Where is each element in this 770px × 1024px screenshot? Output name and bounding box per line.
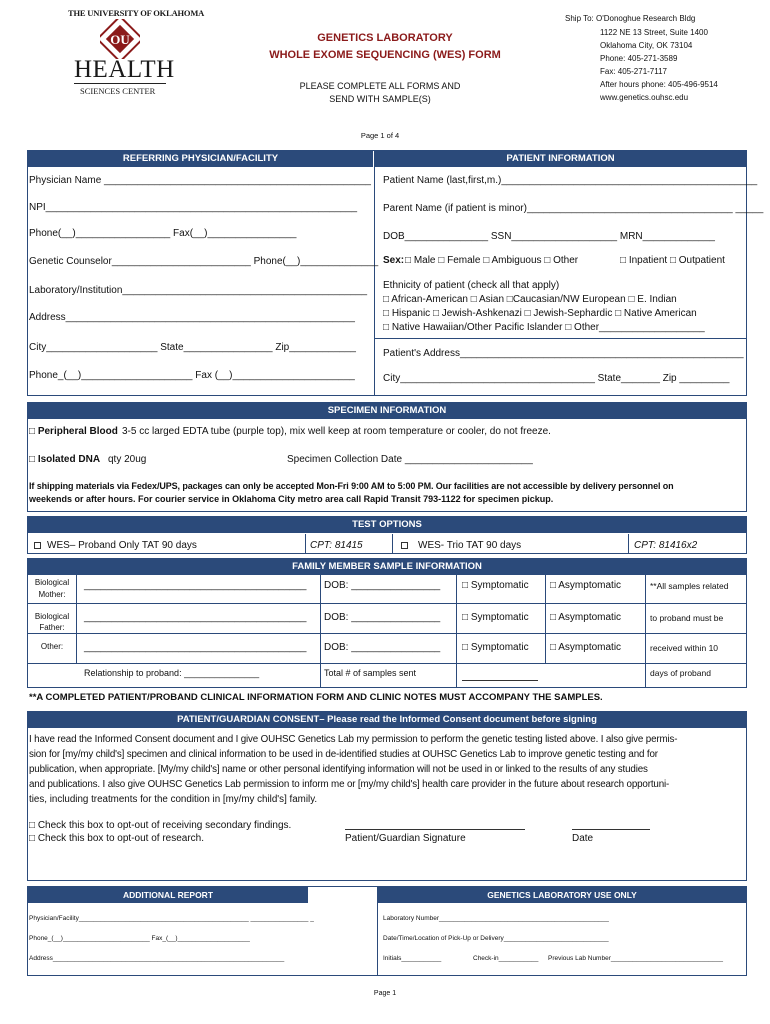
wes-trio-label: WES- Trio TAT 90 days <box>418 540 522 551</box>
physician-phone2-field[interactable]: Phone_(__)____________________ Fax (__)______________________ <box>29 370 355 381</box>
clinical-info-note: **A COMPLETED PATIENT/PROBAND CLINICAL INFORMATION FORM AND CLINIC NOTES MUST ACCOMPANY THE SAMPLES. <box>29 692 603 703</box>
mother-dob-field[interactable]: DOB: ________________ <box>324 580 441 591</box>
additional-phone-fax-field[interactable]: Phone_(__)________________________ Fax_(__)____________________ <box>29 935 250 942</box>
physician-phone-fax-field[interactable]: Phone(__)_________________ Fax(__)________________ <box>29 228 297 239</box>
family-row-label: Mother: <box>38 590 66 599</box>
ship-to-website: www.genetics.ouhsc.edu <box>600 93 689 102</box>
consent-heading: PATIENT/GUARDIAN CONSENT– Please read the Informed Consent document before signing <box>28 712 746 728</box>
father-symptomatic-checkbox[interactable]: □ Symptomatic <box>462 612 529 623</box>
ethnicity-label: Ethnicity of patient (check all that apply) <box>383 280 560 291</box>
info-section <box>27 150 747 396</box>
logo-sciences-center: SCIENCES CENTER <box>80 86 156 96</box>
lab-number-field[interactable]: Laboratory Number_______________________________________________ <box>383 915 609 922</box>
patient-address-field[interactable]: Patient's Address___________________________________________________ <box>383 348 744 359</box>
father-name-field[interactable]: ________________________________________ <box>84 612 307 623</box>
laboratory-field[interactable]: Laboratory/Institution____________________________________________ <box>29 285 368 296</box>
isolated-dna-checkbox[interactable]: □ Isolated DNA <box>29 454 101 465</box>
form-title-line1: GENETICS LABORATORY <box>317 32 453 44</box>
patient-status-options[interactable]: □ Inpatient □ Outpatient <box>620 255 725 266</box>
family-heading: FAMILY MEMBER SAMPLE INFORMATION <box>28 559 746 575</box>
ship-to-line2: 1122 NE 13 Street, Suite 1400 <box>600 28 708 37</box>
other-dob-field[interactable]: DOB: ________________ <box>324 642 441 653</box>
samples-note-3: received within 10 <box>650 643 719 653</box>
ship-to-phone: Phone: 405-271-3589 <box>600 54 678 63</box>
cpt-proband: CPT: 81415 <box>310 540 363 551</box>
consent-text-4: and publications. I also give OUHSC Genetics Lab permission to inform me or [my/my child's] health care provider in the future about research opportuni- <box>29 779 670 790</box>
ou-seal-icon <box>100 19 140 59</box>
father-dob-field[interactable]: DOB: ________________ <box>324 612 441 623</box>
ship-to-fax: Fax: 405-271-7117 <box>600 67 668 76</box>
dna-quantity: qty 20ug <box>108 454 147 465</box>
opt-out-research-checkbox[interactable]: □ Check this box to opt-out of research. <box>29 833 205 844</box>
ship-to-afterhours: After hours phone: 405-496-9514 <box>600 80 718 89</box>
wes-proband-checkbox[interactable] <box>34 542 41 549</box>
university-name: THE UNIVERSITY OF OKLAHOMA <box>68 8 205 18</box>
initials-field[interactable]: Initials___________ <box>383 955 442 962</box>
ship-to-line1: Ship To: O'Donoghue Research Bldg <box>565 14 696 23</box>
patient-name-field[interactable]: Patient Name (last,first,m.)______________________________________________ <box>383 175 758 186</box>
consent-text-2: sion for [my/my child's] specimen and clinical information to be used in de-identified studies at OUHSC Genetics Lab to improve genetic testing and for <box>29 749 658 760</box>
shipping-note-line2: weekends or after hours. For courier service in Oklahoma City metro area call Rapid Transit 793-1122 for specimen pickup. <box>29 494 554 504</box>
additional-report-heading: ADDITIONAL REPORT <box>28 887 308 903</box>
patient-heading: PATIENT INFORMATION <box>375 151 746 167</box>
samples-note-2: to proband must be <box>650 613 724 623</box>
wes-proband-label: WES– Proband Only TAT 90 days <box>47 540 197 551</box>
shipping-note-line1: If shipping materials via Fedex/UPS, packages can only be accepted Mon-Fri 9:00 AM to 5:00 PM. Our facilities are not accessible by delivery personnel on <box>29 481 674 491</box>
father-asymptomatic-checkbox[interactable]: □ Asymptomatic <box>550 612 622 623</box>
date-label: Date <box>572 833 594 844</box>
ethnicity-options-2[interactable]: □ Hispanic □ Jewish-Ashkenazi □ Jewish-Sephardic □ Native American <box>383 308 697 319</box>
family-row-label: Father: <box>39 623 65 632</box>
npi-field[interactable]: NPI________________________________________________________ <box>29 202 358 213</box>
wes-trio-checkbox[interactable] <box>401 542 408 549</box>
consent-text-3: publication, when appropriate. [My/my child's] name or other personal identifying information will not be used in or linked to the results of any studies <box>29 764 648 775</box>
collection-date-field[interactable]: Specimen Collection Date _______________________ <box>287 454 533 465</box>
mother-asymptomatic-checkbox[interactable]: □ Asymptomatic <box>550 580 622 591</box>
other-name-field[interactable]: ________________________________________ <box>84 642 307 653</box>
instructions-line2: SEND WITH SAMPLE(S) <box>329 94 431 104</box>
other-symptomatic-checkbox[interactable]: □ Symptomatic <box>462 642 529 653</box>
samples-note-4: days of proband <box>650 668 711 678</box>
genetic-counselor-field[interactable]: Genetic Counselor_________________________ Phone(__)______________ <box>29 256 379 267</box>
physician-address-field[interactable]: Address____________________________________________________ <box>29 312 355 323</box>
cpt-trio: CPT: 81416x2 <box>634 540 698 551</box>
specimen-heading: SPECIMEN INFORMATION <box>28 403 746 419</box>
mother-symptomatic-checkbox[interactable]: □ Symptomatic <box>462 580 529 591</box>
physician-name-field[interactable]: Physician Name ________________________________________________ <box>29 175 371 186</box>
physician-city-field[interactable]: City____________________ State________________ Zip____________ <box>29 342 356 353</box>
ouhsc-logo <box>64 8 205 100</box>
instructions-line1: PLEASE COMPLETE ALL FORMS AND <box>299 81 461 91</box>
mother-name-field[interactable]: ________________________________________ <box>84 580 307 591</box>
ship-to-line3: Oklahoma City, OK 73104 <box>600 41 693 50</box>
physician-heading: REFERRING PHYSICIAN/FACILITY <box>28 151 373 167</box>
samples-note-1: **All samples related <box>650 581 729 591</box>
additional-address-field[interactable]: Address________________________________________________________________ <box>29 955 285 962</box>
family-row-label: Other: <box>40 642 64 651</box>
test-options-heading: TEST OPTIONS <box>28 517 746 533</box>
sex-label: Sex: <box>383 255 405 266</box>
page-of: Page 1 of 4 <box>360 131 400 140</box>
parent-name-field[interactable]: Parent Name (if patient is minor)_____________________________________ _____ <box>383 203 764 214</box>
ethnicity-options-1[interactable]: □ African-American □ Asian □Caucasian/NW European □ E. Indian <box>383 294 677 305</box>
family-row-label: Biological <box>34 612 70 621</box>
consent-text-5: ties, including treatments for the condition in [my/my child's] family. <box>29 794 318 805</box>
logo-health: HEALTH <box>74 56 175 83</box>
peripheral-blood-checkbox[interactable]: □ Peripheral Blood <box>29 426 118 437</box>
family-row-label: Biological <box>34 578 70 587</box>
sex-options[interactable]: □ Male □ Female □ Ambiguous □ Other <box>405 255 579 266</box>
checkin-field[interactable]: Check-in___________ <box>473 955 539 962</box>
dob-ssn-mrn-field[interactable]: DOB_______________ SSN___________________ MRN_____________ <box>383 231 715 242</box>
total-samples-label: Total # of samples sent <box>324 668 417 678</box>
peripheral-blood-text: 3-5 cc larged EDTA tube (purple top), mix well keep at room temperature or cooler, do not freeze. <box>122 426 551 437</box>
form-title-line2: WHOLE EXOME SEQUENCING (WES) FORM <box>269 49 501 61</box>
lab-use-heading: GENETICS LABORATORY USE ONLY <box>378 887 746 903</box>
patient-city-field[interactable]: City___________________________________ State_______ Zip _________ <box>383 373 730 384</box>
consent-text-1: I have read the Informed Consent document and I give OUHSC Genetics Lab my permission to perform the genetic testing listed above. I also give permis- <box>29 734 678 745</box>
opt-out-secondary-checkbox[interactable]: □ Check this box to opt-out of receiving secondary findings. <box>29 820 292 831</box>
ethnicity-options-3[interactable]: □ Native Hawaiian/Other Pacific Islander □ Other___________________ <box>383 322 705 333</box>
relationship-field[interactable]: Relationship to proband: _______________ <box>84 668 260 678</box>
pickup-field[interactable]: Date/Time/Location of Pick-Up or Delivery_____________________________ <box>383 935 609 942</box>
previous-lab-number-field[interactable]: Previous Lab Number_______________________________ <box>548 955 723 962</box>
other-asymptomatic-checkbox[interactable]: □ Asymptomatic <box>550 642 622 653</box>
signature-label: Patient/Guardian Signature <box>345 833 466 844</box>
page-footer: Page 1 <box>373 990 397 997</box>
additional-physician-field[interactable]: Physician/Facility_______________________________________________ ________________ _ <box>29 915 314 922</box>
svg-text:OU: OU <box>110 32 130 47</box>
